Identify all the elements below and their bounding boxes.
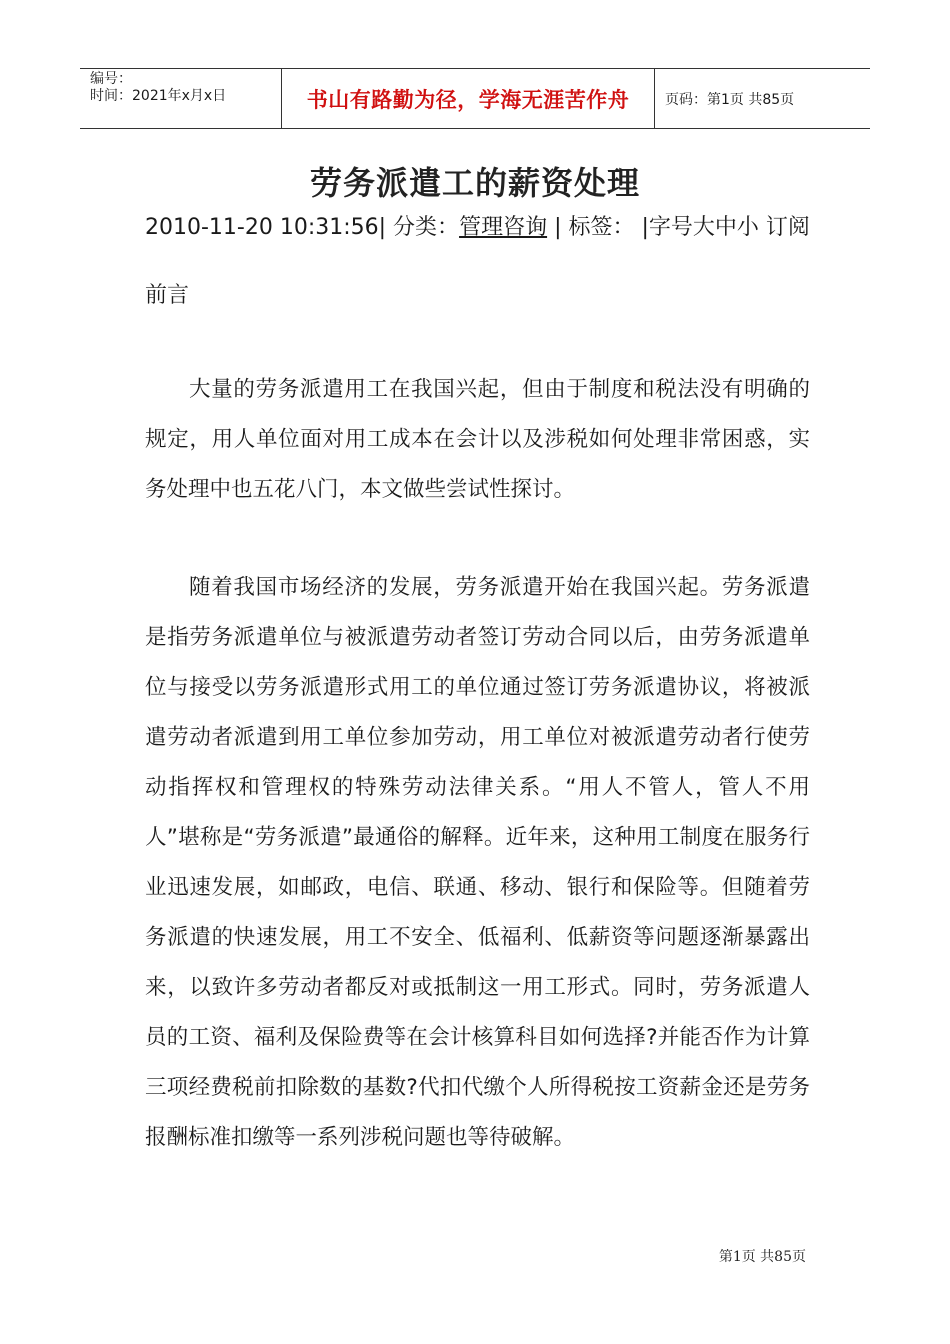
header-table bbox=[80, 68, 870, 129]
header-page-info: 页码：第1页 共85页 bbox=[665, 91, 795, 108]
meta-date-category-label: 2010-11-20 10:31:56| 分类： bbox=[145, 215, 460, 240]
meta-tags-font-subscribe: | 标签： |字号大中小 订阅 bbox=[547, 215, 810, 240]
time-label: 时间：2021年x月x日 bbox=[90, 88, 227, 104]
paragraph: 大量的劳务派遣用工在我国兴起，但由于制度和税法没有明确的规定，用人单位面对用工成本在会计以及涉税如何处理非常困惑，实务处理中也五花八门，本文做些尝试性探讨。 bbox=[145, 377, 810, 502]
article-title: 劳务派遣工的薪资处理 bbox=[309, 164, 640, 202]
number-label: 编号： bbox=[90, 71, 132, 87]
paragraph: 随着我国市场经济的发展，劳务派遣开始在我国兴起。劳务派遣是指劳务派遣单位与被派遣劳动者签订劳动合同以后，由劳务派遣单位与接受以劳务派遣形式用工的单位通过签订劳务派遣协议，将被派遣劳动者派遣到用工单位参加劳动，用工单位对被派遣劳动者行使劳动指挥权和管理权的特殊劳动法律关系。“用人不管人，管人不用人”堪称是“劳务派遣”最通俗的解释。近年来，这种用工制度在服务行业迅速发展，如邮政，电信、联通、移动、银行和保险等。但随着劳务派遣的快速发展，用工不安全、低福利、低薪资等问题逐渐暴露出来，以致许多劳动者都反对或抵制这一用工形式。同时，劳务派遣人员的工资、福利及保险费等在会计核算科目如何选择?并能否作为计算三项经费税前扣除数的基数?代扣代缴个人所得税按工资薪金还是劳务报酬标准扣缴等一系列涉税问题也等待破解。 bbox=[145, 575, 810, 1150]
header-info-cell bbox=[80, 69, 282, 128]
category-link[interactable]: 管理咨询 bbox=[459, 215, 548, 240]
article-meta bbox=[145, 210, 825, 241]
preface-heading: 前言 bbox=[145, 283, 190, 308]
header-motto: 书山有路勤为径，学海无涯苦作舟 bbox=[282, 69, 655, 128]
footer-page-number: 第1页 共85页 bbox=[718, 1249, 806, 1265]
